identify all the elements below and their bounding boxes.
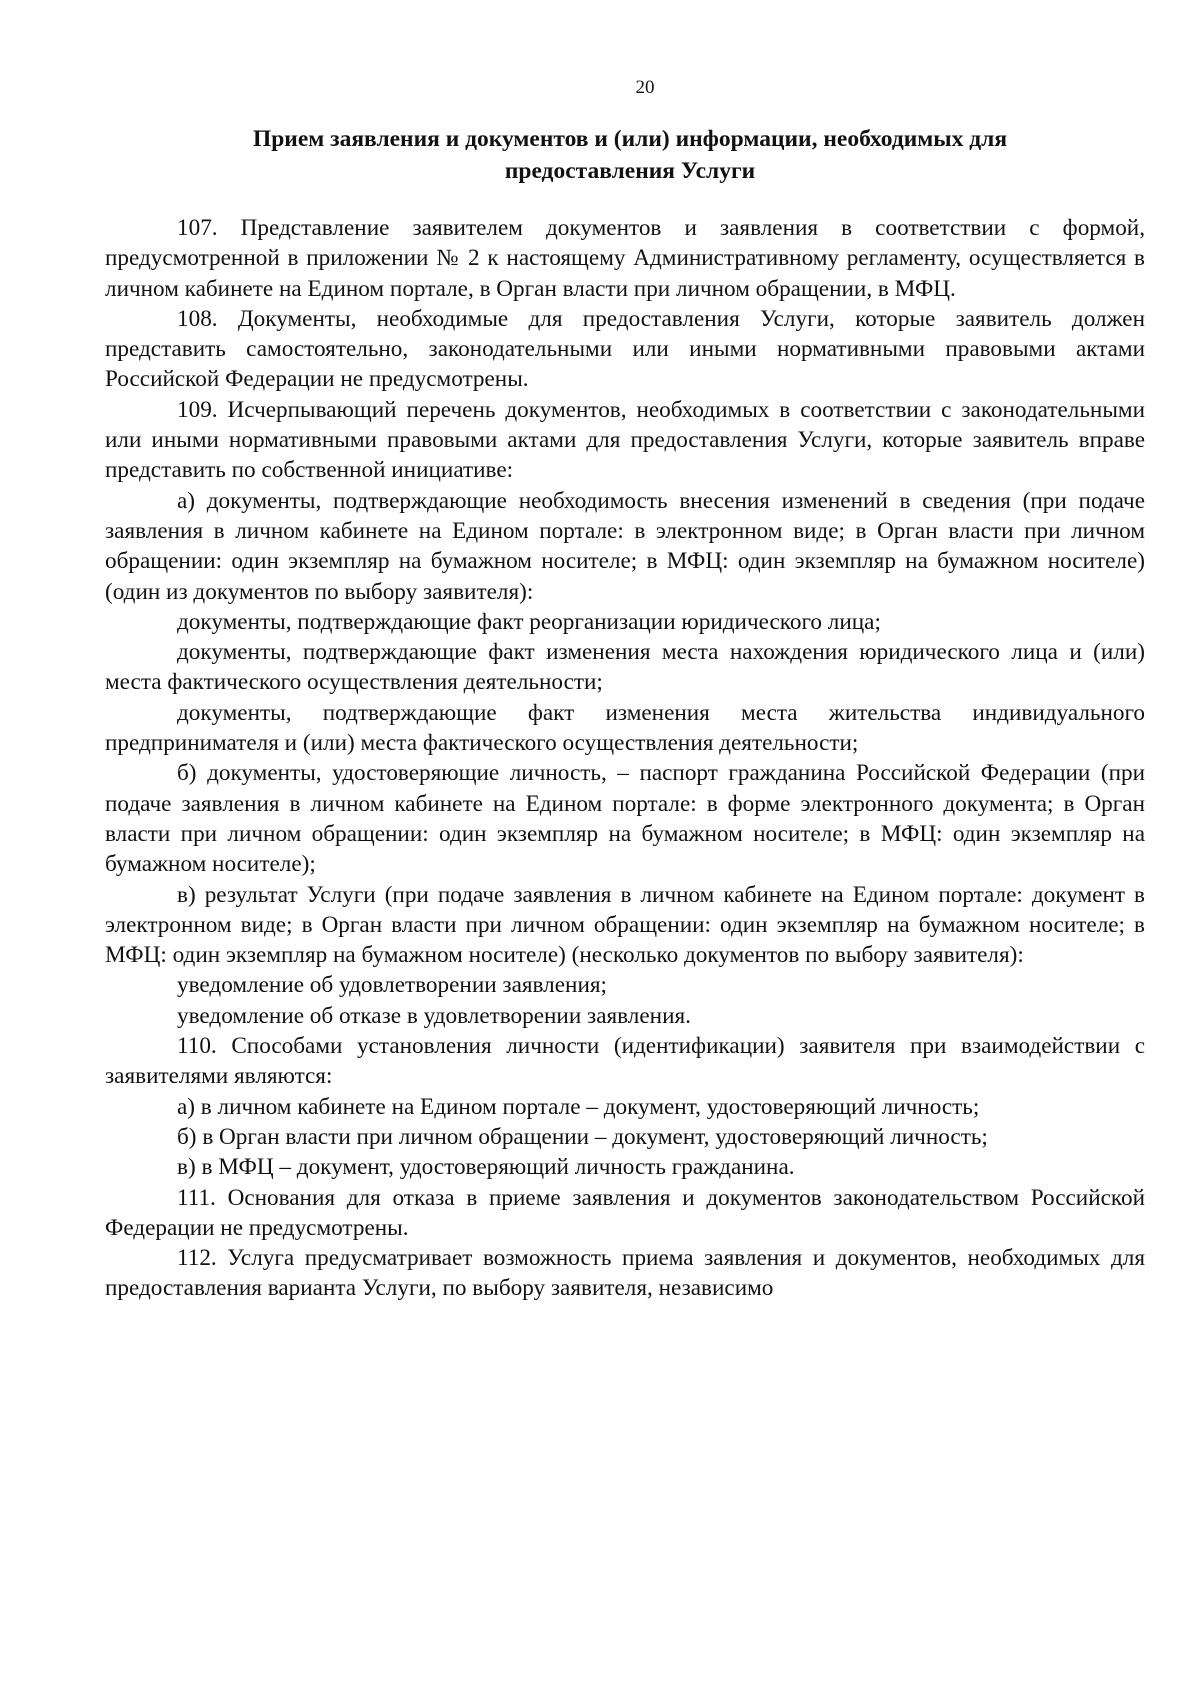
list-item-refusal-notice: уведомление об отказе в удовлетворении заявления. <box>177 1002 691 1029</box>
list-item-approval-notice: уведомление об удовлетворении заявления; <box>177 972 607 999</box>
list-item-legal-address-change: документы, подтверждающие факт изменения места нахождения юридического лица и (или) места фактического осуществления деятельности; <box>105 639 1145 696</box>
paragraph-109-v: в) результат Услуги (при подаче заявления в личном кабинете на Едином портале: документ в электронном виде; в Орган власти при личном обращении: один экземпляр на бумажном носителе; в МФЦ: один экземпляр на бумажном носителе) (несколько документов по выбору заявителя): <box>105 881 1145 969</box>
section-title-line-1: Прием заявления и документов и (или) информации, необходимых для <box>252 126 1008 152</box>
section-title-line-2: предоставления Услуги <box>504 158 756 184</box>
list-item-reorganization: документы, подтверждающие факт реорганизации юридического лица; <box>177 608 881 635</box>
paragraph-109-b: б) документы, удостоверяющие личность, – паспорт гражданина Российской Федерации (при подаче заявления в личном кабинете на Едином портале: в форме электронного документа; в Орган власти при личном обращении: один экземпляр на бумажном носителе; в МФЦ: один экземпляр на бумажном носителе); <box>105 760 1145 878</box>
paragraph-110-b: б) в Орган власти при личном обращении – документ, удостоверяющий личность; <box>177 1123 988 1150</box>
paragraph-110-v: в) в МФЦ – документ, удостоверяющий личность гражданина. <box>177 1154 795 1181</box>
paragraph-110: 110. Способами установления личности (идентификации) заявителя при взаимодействии с заявителями являются: <box>105 1033 1145 1090</box>
document-body <box>105 213 1145 1304</box>
list-item-residence-change: документы, подтверждающие факт изменения места жительства индивидуального предпринимателя и (или) места фактического осуществления деятельности; <box>105 699 1145 757</box>
paragraph-110-a: а) в личном кабинете на Едином портале – документ, удостоверяющий личность; <box>177 1093 980 1120</box>
document-page <box>105 75 1145 1675</box>
paragraph-111: 111. Основания для отказа в приеме заявления и документов законодательством Российской Федерации не предусмотрены. <box>105 1184 1145 1241</box>
paragraph-109-a: а) документы, подтверждающие необходимость внесения изменений в сведения (при подаче заявления в личном кабинете на Едином портале: в электронном виде; в Орган власти при личном обращении: один экземпляр на бумажном носителе; в МФЦ: один экземпляр на бумажном носителе) (один из документов по выбору заявителя): <box>105 487 1145 605</box>
section-title <box>105 123 1145 187</box>
paragraph-108: 108. Документы, необходимые для предоставления Услуги, которые заявитель должен представить самостоятельно, законодательными или иными нормативными правовыми актами Российской Федерации не предусмотрены. <box>105 305 1145 393</box>
paragraph-112: 112. Услуга предусматривает возможность приема заявления и документов, необходимых для предоставления варианта Услуги, по выбору заявителя, независимо <box>105 1245 1145 1302</box>
paragraph-109: 109. Исчерпывающий перечень документов, необходимых в соответствии с законодательными или иными нормативными правовыми актами для предоставления Услуги, которые заявитель вправе представить по собственной инициативе: <box>105 396 1145 484</box>
paragraph-107: 107. Представление заявителем документов и заявления в соответствии с формой, предусмотренной в приложении № 2 к настоящему Административному регламенту, осуществляется в личном кабинете на Едином портале, в Орган власти при личном обращении, в МФЦ. <box>105 215 1145 302</box>
page-number: 20 <box>635 77 655 98</box>
